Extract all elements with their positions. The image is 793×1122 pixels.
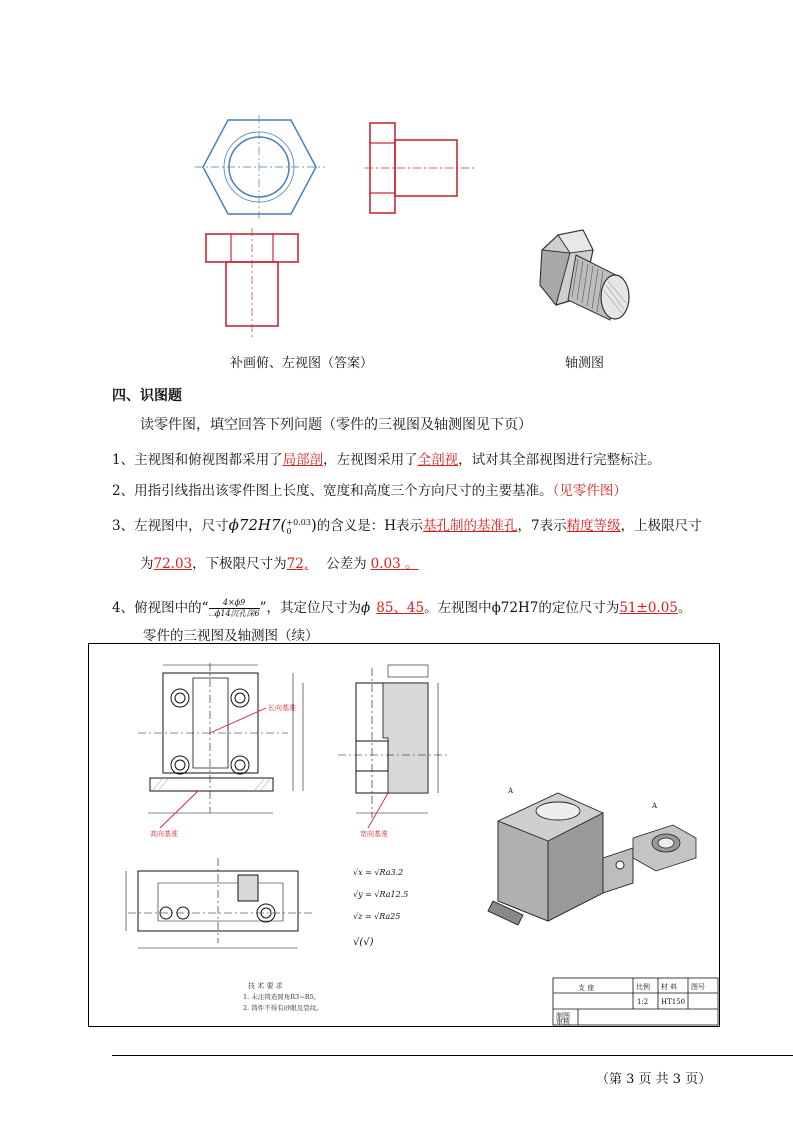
q3-answer-3: 72.03 [153,556,193,572]
q4-text-b: ”，其定位尺寸为 [259,600,362,616]
q3-text-d: ，上极限尺寸 [620,518,702,534]
q3-answer-1: 基孔制的基准孔 [423,518,518,534]
q4-symbol-top: 4×ϕ9 [209,598,260,609]
q1-text-a: 1、主视图和俯视图都采用了 [112,452,283,468]
q3-tol-lower: 0 [286,526,292,536]
part-drawing [88,643,718,1025]
q4-symbol-bottom: ⌴ϕ14沉孔深6 [208,609,260,618]
q3-answer-5: 0.03 。 [370,556,419,572]
title-header-scale: 比例 [636,983,650,991]
title-header-number: 图号 [691,983,705,991]
leader-label-height: 高向基准 [150,830,178,838]
question-1 [112,448,661,468]
q4-answer-1: 85、45 [376,600,425,616]
caption-axonometric: 轴测图 [565,356,605,371]
roughness-3: √z = √Ra25 [353,912,401,921]
q4-phi: ϕ [361,600,371,616]
q1-answer-2: 全剖视 [417,452,459,468]
q4-answer-2: 51±0.05 [619,600,678,616]
q3-text-a: 3、左视图中，尺寸 [112,518,229,534]
footer-rule [112,1055,793,1056]
q3-text-b: 的含义是：H表示 [316,518,424,534]
title-material: HT150 [661,998,686,1006]
roughness-1: √x = √Ra3.2 [353,868,404,877]
q3-dimension: ϕ72H7( [228,516,287,534]
question-4 [112,596,691,619]
q3-text-f: ，下极限尺寸为 [192,556,287,572]
part-isometric-large [488,793,633,925]
tech-req-1: 1. 未注铸造圆角R3~R5。 [243,993,321,1001]
roughness-2: √y = √Ra12.5 [353,890,409,899]
q4-text-c: 。左视图中 [424,600,492,616]
question-3-line-2 [140,552,429,572]
page-footer: （第 3 页 共 3 页） [596,1072,712,1087]
q3-text-g: 公差为 [326,556,367,572]
q1-answer-1: 局部剖 [282,452,324,468]
q3-dimension-close: ) [310,516,317,534]
tech-req-title: 技 术 要 求 [248,982,283,990]
iso-label-a: A [508,787,514,795]
leader-label-width: 宽向基准 [360,830,388,838]
title-row-draw: 制图 [556,1012,570,1020]
q3-answer-4: 72, [286,556,309,572]
question-3-line-1 [112,514,702,536]
q3-text-c: ，7表示 [517,518,567,534]
title-name: 支 座 [578,984,595,992]
bolt-front-view [200,228,320,338]
continued-caption: 零件的三视图及轴测图（续） [143,628,319,644]
q4-text-d: ϕ72H7的定位尺寸为 [491,600,620,616]
tech-req-2: 2. 铸件不得有砂眼及裂纹。 [243,1004,323,1012]
q3-text-e: 为 [140,556,154,572]
title-row-check: 审核 [556,1018,570,1026]
question-2 [112,479,627,499]
q2-answer: （见零件图） [552,483,627,499]
q1-text-b: ，左视图采用了 [323,452,418,468]
caption-views: 补画俯、左视图（答案） [230,356,374,371]
leader-label-length: 长向基准 [268,704,296,712]
bolt-left-view [365,118,475,218]
q1-text-c: ，试对其全部视图进行完整标注。 [458,452,661,468]
title-scale: 1:2 [637,998,649,1006]
bolt-axonometric [528,225,638,325]
section-intro: 读零件图，填空回答下列问题（零件的三视图及轴测图见下页） [140,417,532,433]
bolt-top-view [195,115,325,220]
q4-text-e: 。 [677,600,692,616]
section-title: 四、识图题 [112,388,182,404]
q3-tol-upper: +0.03 [286,517,311,527]
iso-label-b: A [652,802,658,810]
q3-answer-2: 精度等级 [566,518,621,534]
q4-text-a: 4、俯视图中的“ [112,600,209,616]
part-isometric-small [633,825,696,871]
title-header-material: 材 料 [661,983,678,991]
q2-text: 2、用指引线指出该零件图上长度、宽度和高度三个方向尺寸的主要基准。 [112,483,553,499]
roughness-4: √(√) [353,937,374,948]
